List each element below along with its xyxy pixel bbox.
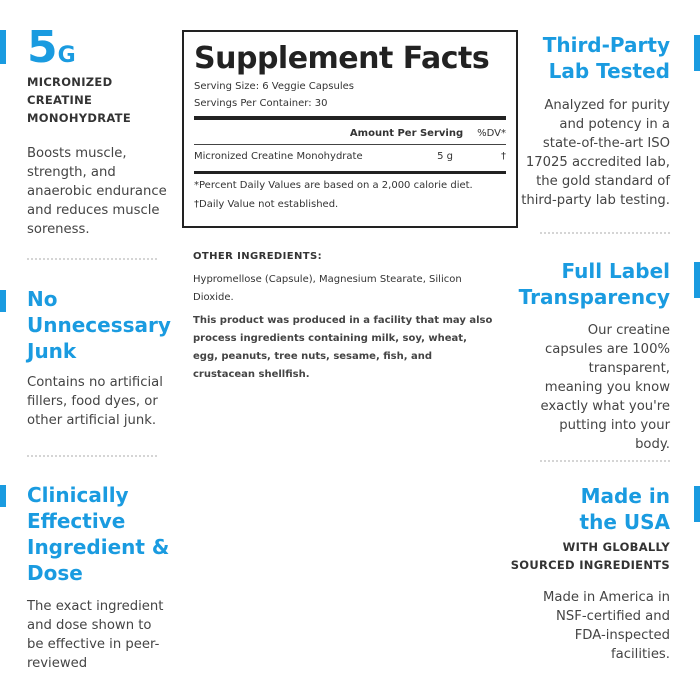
accent-bar bbox=[0, 485, 6, 507]
dv-header: %DV* bbox=[477, 127, 506, 139]
feature-subtitle: WITH GLOBALLY SOURCED INGREDIENTS bbox=[510, 540, 670, 572]
divider bbox=[27, 455, 157, 457]
facts-row bbox=[194, 145, 506, 167]
feature-body: Analyzed for purity and potency in a state-of-the-art ISO 17025 accredited lab, the gold standard of third-party lab testing. bbox=[521, 98, 670, 208]
accent-bar bbox=[694, 262, 700, 298]
divider bbox=[194, 171, 506, 174]
facts-header-row bbox=[194, 122, 506, 144]
dose-body: Boosts muscle, strength, and anaerobic endurance and reduces muscle soreness. bbox=[27, 146, 167, 237]
ingredient-amount: 5 g bbox=[437, 150, 453, 162]
dose-heading bbox=[27, 22, 76, 73]
caption-line: CREATINE bbox=[27, 93, 93, 107]
divider bbox=[540, 232, 670, 234]
dose-unit: G bbox=[57, 43, 76, 68]
ingredient-name: Micronized Creatine Monohydrate bbox=[194, 150, 363, 162]
servings-per-container: Servings Per Container: 30 bbox=[194, 98, 328, 109]
feature-title: Clinically Effective Ingredient & Dose bbox=[27, 483, 170, 585]
amount-header: Amount Per Serving bbox=[349, 127, 464, 139]
feature-title: No Unnecessary Junk bbox=[27, 287, 171, 363]
feature-body: Our creatine capsules are 100% transparent, meaning you know exactly what you're putting into your body. bbox=[540, 323, 670, 452]
caption-line: MONOHYDRATE bbox=[27, 111, 131, 125]
accent-bar bbox=[0, 30, 6, 64]
supplement-facts-panel bbox=[182, 30, 518, 228]
footnote: *Percent Daily Values are based on a 2,000 calorie diet. bbox=[194, 180, 473, 191]
divider bbox=[27, 258, 157, 260]
feature-title: Full Label Transparency bbox=[518, 259, 670, 309]
accent-bar bbox=[694, 35, 700, 71]
feature-body: Contains no artificial fillers, food dyes, or other artificial junk. bbox=[27, 375, 163, 428]
accent-bar bbox=[0, 290, 6, 312]
dose-number: 5 bbox=[27, 22, 58, 73]
dose-caption bbox=[27, 73, 131, 127]
accent-bar bbox=[694, 486, 700, 522]
feature-body: The exact ingredient and dose shown to be effective in peer-reviewed bbox=[27, 599, 164, 671]
feature-title: Made in the USA bbox=[579, 484, 670, 534]
other-ingredients bbox=[193, 248, 493, 384]
feature-body: Made in America in NSF-certified and FDA-inspected facilities. bbox=[543, 590, 670, 662]
allergen-statement: This product was produced in a facility that may also process ingredients containing milk, soy, wheat, egg, peanuts, tree nuts, sesame, fish, and crustacean shellfish. bbox=[193, 315, 493, 380]
feature-title: Third-Party Lab Tested bbox=[542, 33, 670, 83]
ingredient-dv: † bbox=[501, 150, 506, 162]
footnote: †Daily Value not established. bbox=[194, 199, 339, 210]
serving-size: Serving Size: 6 Veggie Capsules bbox=[194, 81, 354, 92]
facts-title: Supplement Facts bbox=[194, 41, 490, 76]
divider bbox=[540, 460, 670, 462]
caption-line: MICRONIZED bbox=[27, 75, 113, 89]
other-ingredients-heading: OTHER INGREDIENTS: bbox=[193, 251, 322, 262]
other-ingredients-list: Hypromellose (Capsule), Magnesium Stearate, Silicon Dioxide. bbox=[193, 274, 462, 303]
divider bbox=[194, 116, 506, 120]
